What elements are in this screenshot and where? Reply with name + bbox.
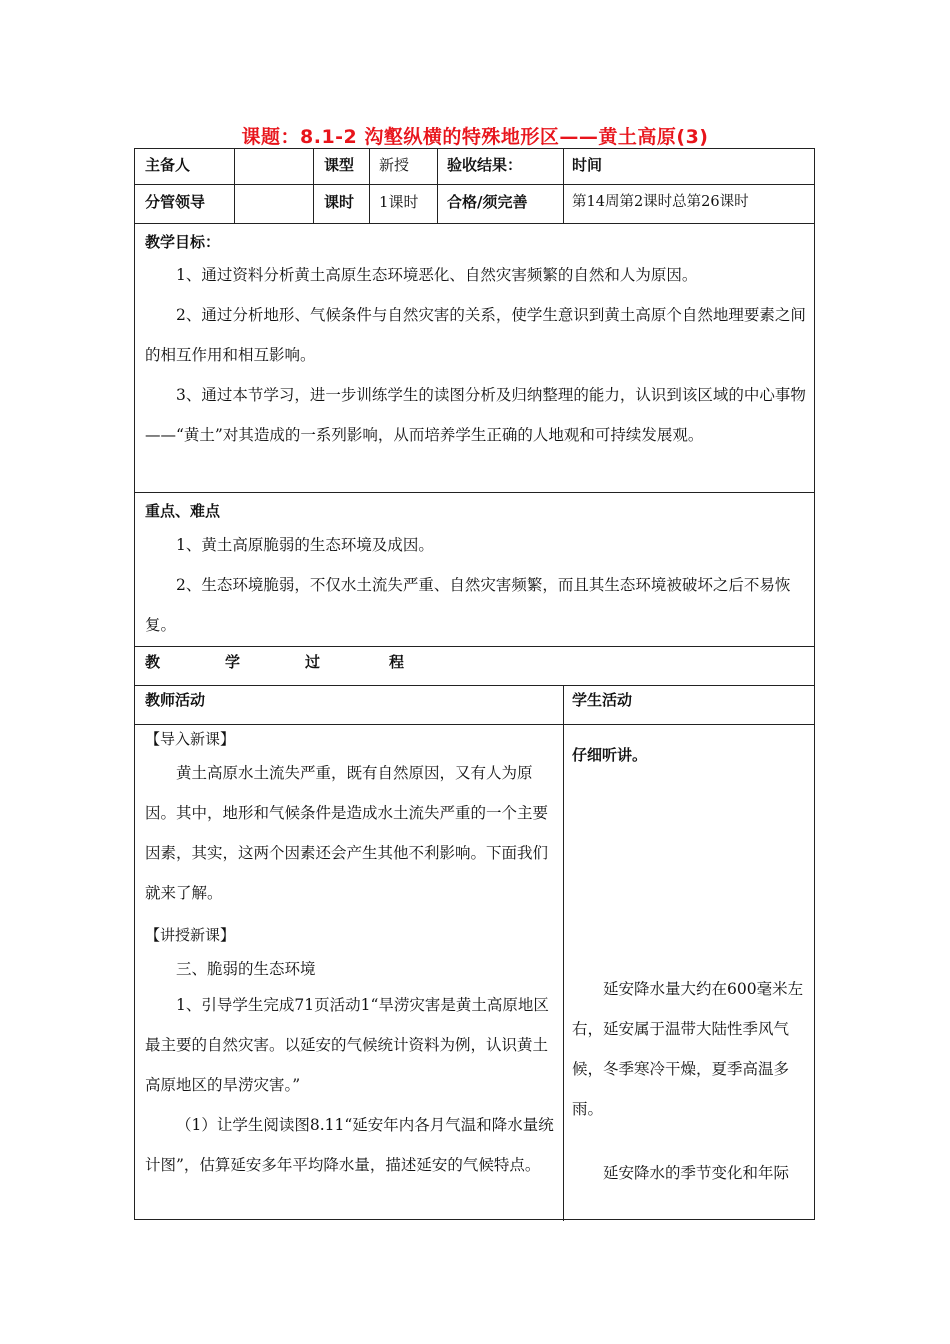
- objectives-heading: 教学目标：: [145, 233, 221, 251]
- teacher-column-header: 教师活动: [145, 691, 206, 709]
- col-divider: [437, 149, 438, 223]
- process-char: 程: [389, 653, 405, 671]
- type-label: 课型: [324, 156, 355, 174]
- key-point-item: 2、生态环境脆弱，不仅水土流失严重、自然灾害频繁，而且其生态环境被破坏之后不易恢复。: [145, 576, 791, 634]
- leader-label: 分管领导: [145, 193, 206, 211]
- row-divider: [135, 646, 814, 647]
- row-divider: [135, 184, 814, 185]
- student-answer: 延安降水量大约在600毫米左右，延安属于温带大陆性季风气候，冬季寒冷干燥，夏季高温多雨。: [572, 980, 804, 1118]
- type-value: 新授: [379, 156, 410, 174]
- pass-label: 合格/须完善: [447, 193, 528, 211]
- student-listen: 仔细听讲。: [572, 746, 648, 764]
- process-heading: [145, 651, 404, 672]
- lecture-heading: 【讲授新课】: [145, 926, 236, 944]
- time-value: 第14周第2课时总第26课时: [572, 194, 749, 210]
- step-text: （1）让学生阅读图8.11“延安年内各月气温和降水量统计图”，估算延安多年平均降水量，描述延安的气候特点。: [145, 1116, 554, 1174]
- col-divider: [234, 149, 235, 223]
- objective-item: 3、通过本节学习，进一步训练学生的读图分析及归纳整理的能力，认识到该区域的中心事物——“黄土”对其造成的一系列影响，从而培养学生正确的人地观和可持续发展观。: [145, 386, 806, 444]
- section-title: 三、脆弱的生态环境: [176, 960, 316, 978]
- col-divider: [369, 149, 370, 223]
- key-points-heading: 重点、难点: [145, 502, 221, 520]
- col-divider: [313, 149, 314, 223]
- objective-item: 2、通过分析地形、气候条件与自然灾害的关系，使学生意识到黄土高原个自然地理要素之间的相互作用和相互影响。: [145, 306, 806, 364]
- row-divider: [135, 724, 814, 725]
- col-divider: [563, 685, 564, 1221]
- hours-value: 1课时: [379, 193, 419, 211]
- intro-heading: 【导入新课】: [145, 730, 236, 748]
- hours-label: 课时: [324, 193, 355, 211]
- row-divider: [135, 492, 814, 493]
- objective-item: 1、通过资料分析黄土高原生态环境恶化、自然灾害频繁的自然和人为原因。: [176, 266, 698, 284]
- key-point-item: 1、黄土高原脆弱的生态环境及成因。: [176, 536, 434, 554]
- lesson-plan-table: [134, 148, 815, 1220]
- intro-text: 黄土高原水土流失严重，既有自然原因，又有人为原因。其中，地形和气候条件是造成水土流失严重的一个主要因素，其实，这两个因素还会产生其他不利影响。下面我们就来了解。: [145, 764, 549, 902]
- page-title: 课题：8.1-2 沟壑纵横的特殊地形区——黄土高原(3): [241, 126, 709, 148]
- process-char: 学: [225, 653, 241, 671]
- row-divider: [135, 685, 814, 686]
- activity-text: 1、引导学生完成71页活动1“旱涝灾害是黄土高原地区最主要的自然灾害。以延安的气候统计资料为例，认识黄土高原地区的旱涝灾害。”: [145, 996, 549, 1094]
- check-label: 验收结果：: [447, 156, 523, 174]
- col-divider: [563, 149, 564, 223]
- process-char: 过: [305, 653, 321, 671]
- row-divider: [135, 223, 814, 224]
- student-answer: 延安降水的季节变化和年际: [603, 1164, 790, 1182]
- student-column-header: 学生活动: [572, 691, 633, 709]
- process-char: 教: [145, 653, 161, 671]
- time-label: 时间: [572, 156, 603, 174]
- preparer-label: 主备人: [145, 156, 191, 174]
